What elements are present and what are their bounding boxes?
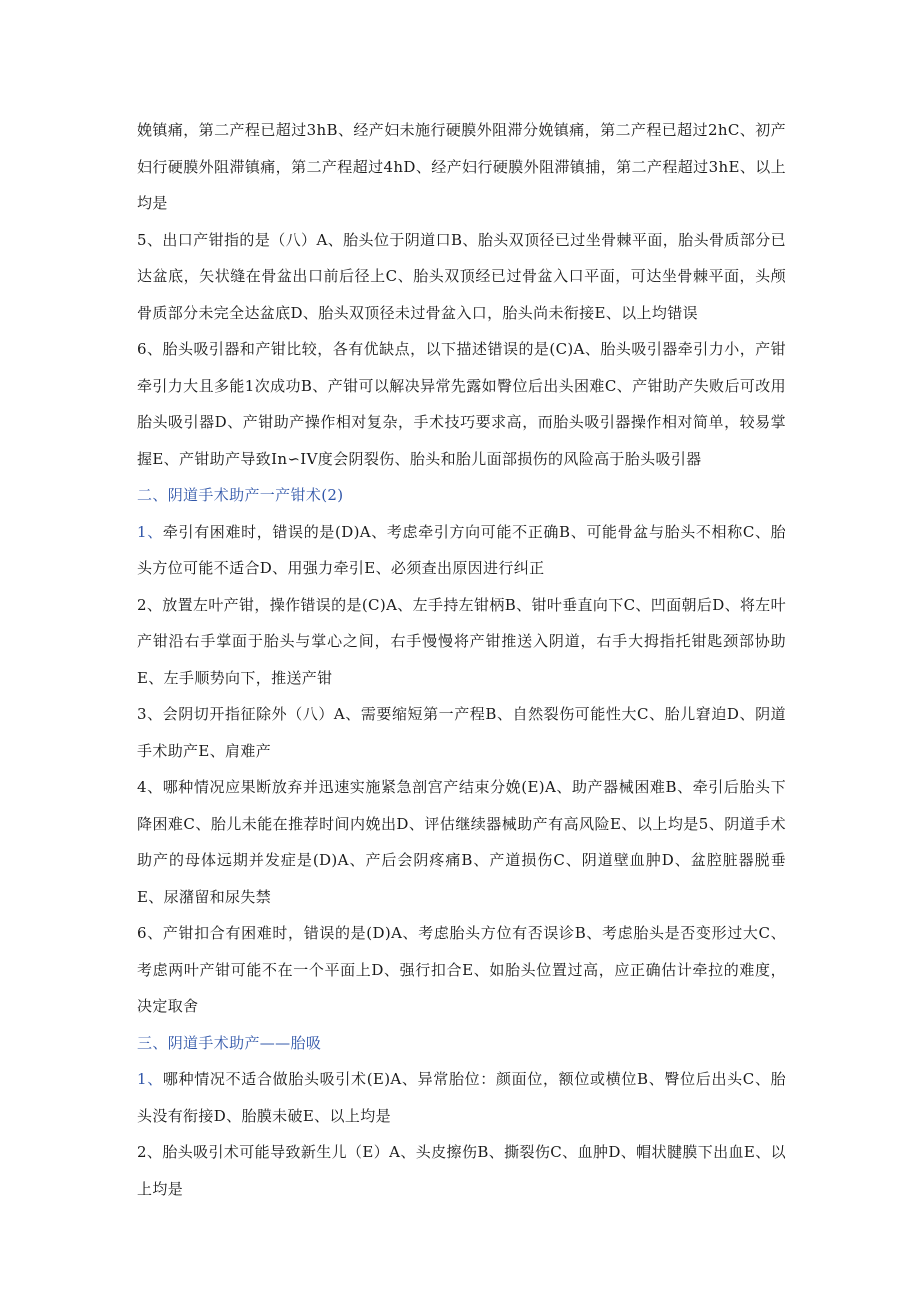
question-text: 哪种情况不适合做胎头吸引术(E)A、异常胎位：颜面位，额位或横位B、臀位后出头C、胎头没有衔接D、胎膜未破E、以上均是: [137, 1070, 786, 1125]
question-5: 5、出口产钳指的是（八）A、胎头位于阴道口B、胎头双顶径已过坐骨棘平面，胎头骨质部分已达盆底，矢状缝在骨盆出口前后径上C、胎头双顶经已过骨盆入口平面，可达坐骨棘平面，头颅骨质部分未完全达盆底D、胎头双顶径未过骨盆入口，胎头尚未衔接E、以上均错误: [137, 230, 786, 322]
question-text: 牵引有困难时，错误的是(D)A、考虑牵引方向可能不正确B、可能骨盆与胎头不相称C、胎头方位可能不适合D、用强力牵引E、必须查出原因进行纠正: [137, 522, 786, 577]
section3-question-1: [137, 1061, 786, 1134]
section-heading-3: 三、阴道手术助产——胎吸: [137, 1033, 322, 1052]
section2-question-3: 3、会阴切开指征除外（八）A、需要缩短第一产程B、自然裂伤可能性大C、胎儿窘迫D、阴道手术助产E、肩难产: [137, 705, 786, 760]
question-6: 6、胎头吸引器和产钳比较，各有优缺点，以下描述错误的是(C)A、胎头吸引器牵引力小，产钳牵引力大且多能1次成功B、产钳可以解决异常先露如臀位后出头困难C、产钳助产失败后可改用胎头吸引器D、产钳助产操作相对复杂，手术技巧要求高，而胎头吸引器操作相对简单，较易掌握E、产钳助产导致In∽IV度会阴裂伤、胎头和胎儿面部损伤的风险高于胎头吸引器: [137, 340, 786, 468]
section2-question-4: 4、哪种情况应果断放弃并迅速实施紧急剖宫产结束分娩(E)A、助产器械困难B、牵引后胎头下降困难C、胎儿未能在推荐时间内娩出D、评估继续器械助产有高风险E、以上均是5、阴道手术助产的母体远期并发症是(D)A、产后会阴疼痛B、产道损伤C、阴道壁血肿D、盆腔脏器脱垂E、尿潴留和尿失禁: [137, 778, 786, 906]
section-heading-2: 二、阴道手术助产一产钳术(2): [137, 486, 344, 504]
section2-question-6: 6、产钳扣合有困难时，错误的是(D)A、考虑胎头方位有否误诊B、考虑胎头是否变形过大C、考虑两叶产钳可能不在一个平面上D、强行扣合E、如胎头位置过高，应正确估计牵拉的难度，决定取舍: [137, 924, 786, 1015]
paragraph-continuation: 娩镇痛，第二产程已超过3hB、经产妇未施行硬膜外阻滞分娩镇痛，第二产程已超过2hC、初产妇行硬膜外阻滞镇痛，第二产程超过4hD、经产妇行硬膜外阻滞镇捕，第二产程超过3hE、以上均是: [137, 121, 786, 212]
section2-question-1: [137, 514, 786, 587]
section3-question-2: 2、胎头吸引术可能导致新生儿（E）A、头皮擦伤B、撕裂伤C、血肿D、帽状腱膜下出血E、以上均是: [137, 1143, 786, 1198]
question-number: 1、: [137, 1070, 163, 1088]
section2-question-2: 2、放置左叶产钳，操作错误的是(C)A、左手持左钳柄B、钳叶垂直向下C、凹面朝后D、将左叶产钳沿右手掌面于胎头与掌心之间，右手慢慢将产钳推送入阴道，右手大拇指托钳匙颈部协助E、左手顺势向下，推送产钳: [137, 595, 786, 687]
question-number: 1、: [137, 522, 163, 541]
